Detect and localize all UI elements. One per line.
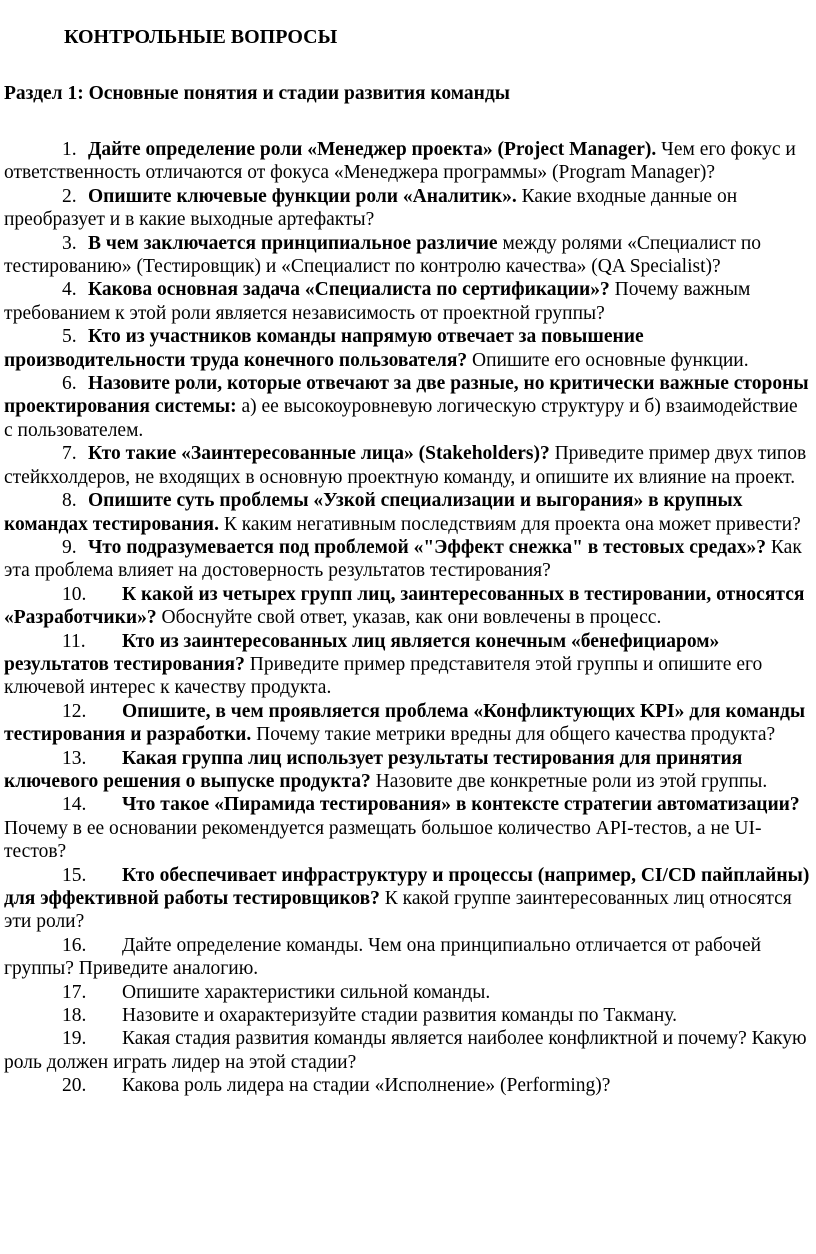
question-text: Почему важным требованием к этой роли является независимость от проектной группы? (4, 279, 751, 324)
question-number: 8. (62, 490, 77, 512)
question-number: 19. (62, 1028, 87, 1050)
question-text: Приведите пример представителя этой группы и опишите его ключевой интерес к качеству продукта. (4, 653, 763, 699)
question-item (4, 489, 810, 536)
question-bold-text: Кто из заинтересованных лиц является конечным «бенефициаром» результатов тестирования? (4, 630, 720, 675)
question-text: а) ее высокоуровневую логическую структуру и б) взаимодействие с пользователем. (4, 396, 798, 441)
question-bold-text: Какова основная задача «Специалиста по сертификации»? (88, 279, 610, 301)
question-bold-text: Что подразумевается под проблемой «"Эффект снежка" в тестовых средах»? (88, 536, 767, 558)
section-title: Раздел 1: Основные понятия и стадии развития команды (4, 83, 511, 104)
question-text: Опишите характеристики сильной команды. (122, 981, 491, 1003)
question-text: Чем его фокус и ответственность отличаются от фокуса «Менеджера программы» (Program Manager)? (4, 139, 796, 184)
question-item (4, 864, 810, 934)
question-item (4, 372, 810, 442)
question-number: 3. (62, 232, 77, 254)
question-item (4, 747, 810, 794)
question-text: Как эта проблема влияет на достоверность результатов тестирования? (4, 536, 802, 582)
question-number: 18. (62, 1005, 87, 1027)
question-bold-text: В чем заключается принципиальное различие (88, 232, 498, 254)
question-item (4, 278, 810, 325)
question-text: Назовите и охарактеризуйте стадии развития команды по Такману. (122, 1005, 677, 1027)
question-number: 15. (62, 864, 87, 886)
question-number: 9. (62, 536, 77, 558)
question-text: К какой группе заинтересованных лиц относятся эти роли? (4, 888, 792, 933)
question-bold-text: Назовите роли, которые отвечают за две разные, но критически важные стороны проектирования системы: (4, 373, 809, 418)
question-number: 13. (62, 747, 87, 769)
question-item (4, 981, 810, 1004)
question-bold-text: Опишите суть проблемы «Узкой специализации и выгорания» в крупных командах тестирования. (4, 490, 743, 535)
question-bold-text: Кто обеспечивает инфраструктуру и процессы (например, CI/CD пайплайны) для эффективной работы тестировщиков? (4, 864, 810, 909)
question-text: Какова роль лидера на стадии «Исполнение» (Performing)? (122, 1075, 611, 1097)
question-number: 10. (62, 583, 87, 605)
question-text: Дайте определение команды. Чем она принципиально отличается от рабочей группы? Приведите аналогию. (4, 934, 762, 980)
question-item (4, 793, 810, 863)
question-text: Обоснуйте свой ответ, указав, как они вовлечены в процесс. (156, 607, 662, 629)
question-bold-text: Кто такие «Заинтересованные лица» (Stakeholders)? (88, 443, 550, 465)
question-text: К каким негативным последствиям для проекта она может привести? (218, 513, 801, 535)
question-item (4, 630, 810, 700)
question-text: Почему такие метрики вредны для общего качества продукта? (251, 724, 776, 746)
question-item (4, 536, 810, 583)
question-item (4, 138, 810, 185)
question-bold-text: К какой из четырех групп лиц, заинтересованных в тестировании, относятся «Разработчики»? (4, 583, 805, 629)
document-title: КОНТРОЛЬНЫЕ ВОПРОСЫ (64, 26, 338, 48)
question-item (4, 934, 810, 981)
question-bold-text: Что такое «Пирамида тестирования» в контексте стратегии автоматизации? (122, 794, 800, 816)
question-text: Опишите его основные функции. (467, 349, 749, 371)
question-item (4, 185, 810, 232)
question-item (4, 442, 810, 489)
question-item (4, 700, 810, 747)
question-number: 6. (62, 373, 77, 395)
question-number: 5. (62, 326, 77, 348)
question-item (4, 232, 810, 279)
question-number: 20. (62, 1075, 87, 1097)
question-text: Какая стадия развития команды является наиболее конфликтной и почему? Какую роль должен играть лидер на этой стадии? (4, 1028, 807, 1073)
question-item (4, 1004, 810, 1027)
question-bold-text: Кто из участников команды напрямую отвечает за повышение производительности труда конечного пользователя? (4, 326, 644, 371)
question-number: 16. (62, 934, 87, 956)
question-item (4, 325, 810, 372)
question-item (4, 583, 810, 630)
question-number: 17. (62, 981, 87, 1003)
question-number: 7. (62, 443, 77, 465)
question-item (4, 1027, 810, 1074)
question-text: Назовите две конкретные роли из этой группы. (370, 770, 768, 792)
question-bold-text: Опишите ключевые функции роли «Аналитик». (88, 185, 517, 207)
question-list (4, 138, 810, 1098)
question-number: 1. (62, 139, 77, 160)
question-text: Приведите пример двух типов стейкхолдеров, не входящих в основную проектную команду, и опишите их влияние на проект. (4, 443, 807, 488)
question-bold-text: Опишите, в чем проявляется проблема «Конфликтующих KPI» для команды тестирования и разработки. (4, 700, 806, 746)
question-number: 4. (62, 279, 77, 301)
question-number: 11. (62, 630, 86, 652)
question-bold-text: Какая группа лиц использует результаты тестирования для принятия ключевого решения о выпуске продукта? (4, 747, 743, 792)
question-number: 2. (62, 185, 77, 207)
question-text: Почему в ее основании рекомендуется размещать большое количество API-тестов, а не UI-тестов? (4, 817, 762, 863)
question-text: Какие входные данные он преобразует и в какие выходные артефакты? (4, 185, 738, 231)
question-number: 14. (62, 794, 87, 816)
question-text: между ролями «Специалист по тестированию» (Тестировщик) и «Специалист по контролю качества» (QA Specialist)? (4, 232, 762, 278)
question-bold-text: Дайте определение роли «Менеджер проекта» (Project Manager). (88, 139, 657, 160)
question-item (4, 1074, 810, 1097)
question-number: 12. (62, 700, 87, 722)
